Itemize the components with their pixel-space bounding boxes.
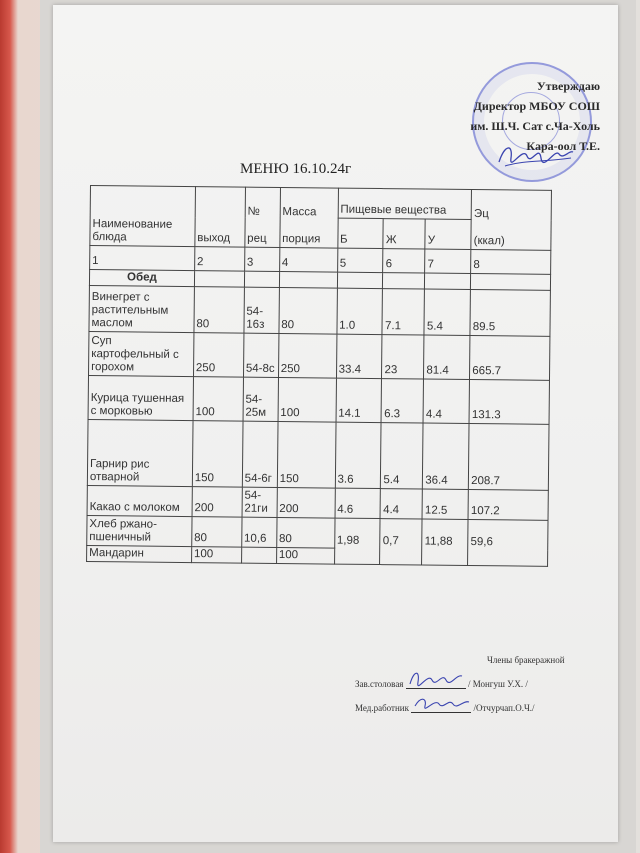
dish-portion: 250 xyxy=(278,333,336,378)
dish-portion: 150 xyxy=(277,421,336,488)
signature-line xyxy=(411,700,471,713)
dish-u: 11,88 xyxy=(422,519,468,565)
dish-kcal: 665.7 xyxy=(470,335,550,380)
table-row xyxy=(89,285,550,336)
dish-recipe: 54-6г xyxy=(242,421,278,487)
dish-name: Какао с молоком xyxy=(87,485,192,516)
role-med-worker: Мед.работник xyxy=(355,703,409,713)
table-row xyxy=(87,419,549,490)
name-canteen-head: / Монгуш У.Х. / xyxy=(467,679,528,689)
dish-name: Винегрет с растительным маслом xyxy=(89,285,194,332)
dish-recipe: 10,6 xyxy=(241,517,276,547)
approval-line-1: Утверждаю xyxy=(536,79,600,93)
commission-line-2 xyxy=(355,700,535,713)
dish-recipe xyxy=(241,547,276,563)
dish-u: 5.4 xyxy=(424,289,470,335)
dish-output: 80 xyxy=(192,517,242,548)
header-dish-name: Наименование блюда xyxy=(90,186,195,247)
dish-b: 3.6 xyxy=(335,422,382,488)
header-output: выход xyxy=(195,187,246,248)
dish-portion: 80 xyxy=(276,517,334,548)
dish-zh: 7.1 xyxy=(382,289,424,335)
col-number: 6 xyxy=(383,249,425,273)
header-u: У xyxy=(425,219,471,249)
signature-line xyxy=(406,676,466,689)
dish-recipe: 54-25м xyxy=(243,377,278,421)
menu-table xyxy=(86,185,552,567)
dish-portion: 100 xyxy=(276,547,334,564)
dish-name: Гарнир рис отварной xyxy=(87,419,193,486)
dish-u: 81.4 xyxy=(424,335,470,379)
approval-line-2: Директор МБОУ СОШ xyxy=(473,99,600,113)
name-med-worker: /Отчурчап.О.Ч./ xyxy=(473,703,535,713)
dish-zh: 0,7 xyxy=(380,519,422,565)
col-number: 3 xyxy=(244,247,279,271)
col-number: 7 xyxy=(425,249,471,273)
dish-portion: 200 xyxy=(277,487,335,518)
dish-name: Мандарин xyxy=(87,545,192,562)
approval-line-3: им. Ш.Ч. Сат с.Ча-Холь xyxy=(470,119,600,133)
dish-u: 12.5 xyxy=(422,489,468,519)
commission-heading: Члены бракеражной xyxy=(487,655,565,665)
table-row xyxy=(87,515,548,550)
col-number: 2 xyxy=(194,247,244,272)
col-number: 8 xyxy=(471,249,551,274)
role-canteen-head: Зав.столовая xyxy=(355,679,404,689)
col-number: 1 xyxy=(90,246,195,271)
dish-kcal: 59,6 xyxy=(468,519,548,566)
dish-output: 150 xyxy=(192,421,243,488)
header-energy: Эц (ккал) xyxy=(471,189,551,250)
dish-b: 4.6 xyxy=(335,488,381,518)
table-row xyxy=(89,331,550,380)
menu-title: МЕНЮ 16.10.24г xyxy=(240,161,352,177)
director-signature xyxy=(495,138,575,170)
dish-u: 4.4 xyxy=(423,379,469,423)
header-zh: Ж xyxy=(383,219,425,249)
header-nutrients: Пищевые вещества xyxy=(338,188,472,219)
dish-portion: 100 xyxy=(278,377,336,422)
med-worker-signature xyxy=(411,692,471,712)
col-number: 5 xyxy=(337,248,383,272)
dish-kcal: 107.2 xyxy=(468,489,548,520)
dish-recipe: 54-16з xyxy=(244,287,279,333)
dish-name: Хлеб ржано-пшеничный xyxy=(87,515,192,546)
dish-kcal: 131.3 xyxy=(469,379,549,424)
header-b: Б xyxy=(337,218,383,248)
approval-line-4: Кара-оол Т.Е. xyxy=(526,139,600,153)
dish-b: 1,98 xyxy=(334,518,380,564)
dish-b: 14.1 xyxy=(336,378,382,422)
dish-name: Курица тушенная с морковью xyxy=(88,375,193,420)
dish-output: 100 xyxy=(193,377,243,422)
dish-u: 36.4 xyxy=(423,423,470,489)
dish-b: 1.0 xyxy=(337,288,383,334)
dish-zh: 6.3 xyxy=(382,379,424,423)
dish-output: 200 xyxy=(192,487,242,518)
dish-zh: 5.4 xyxy=(381,423,424,489)
dish-portion: 80 xyxy=(279,287,337,334)
dish-kcal: 89.5 xyxy=(470,289,550,336)
dish-b: 33.4 xyxy=(336,334,382,378)
dish-output: 80 xyxy=(194,287,244,334)
dish-recipe: 54-21ги xyxy=(242,487,277,517)
dish-output: 250 xyxy=(193,333,243,378)
dish-output: 100 xyxy=(191,547,241,564)
dish-recipe: 54-8с xyxy=(243,333,278,377)
table-row xyxy=(88,375,549,424)
commission-line-1 xyxy=(355,676,528,689)
header-portion: Масса порция xyxy=(280,187,339,248)
col-number: 4 xyxy=(279,247,337,272)
header-recipe: № рец xyxy=(245,187,281,247)
canteen-head-signature xyxy=(406,668,466,688)
section-label: Обед xyxy=(89,270,194,287)
dish-zh: 23 xyxy=(382,335,424,379)
table-row xyxy=(87,485,548,520)
dish-zh: 4.4 xyxy=(381,489,423,519)
dish-kcal: 208.7 xyxy=(469,423,549,490)
dish-name: Суп картофельный с горохом xyxy=(89,331,194,376)
